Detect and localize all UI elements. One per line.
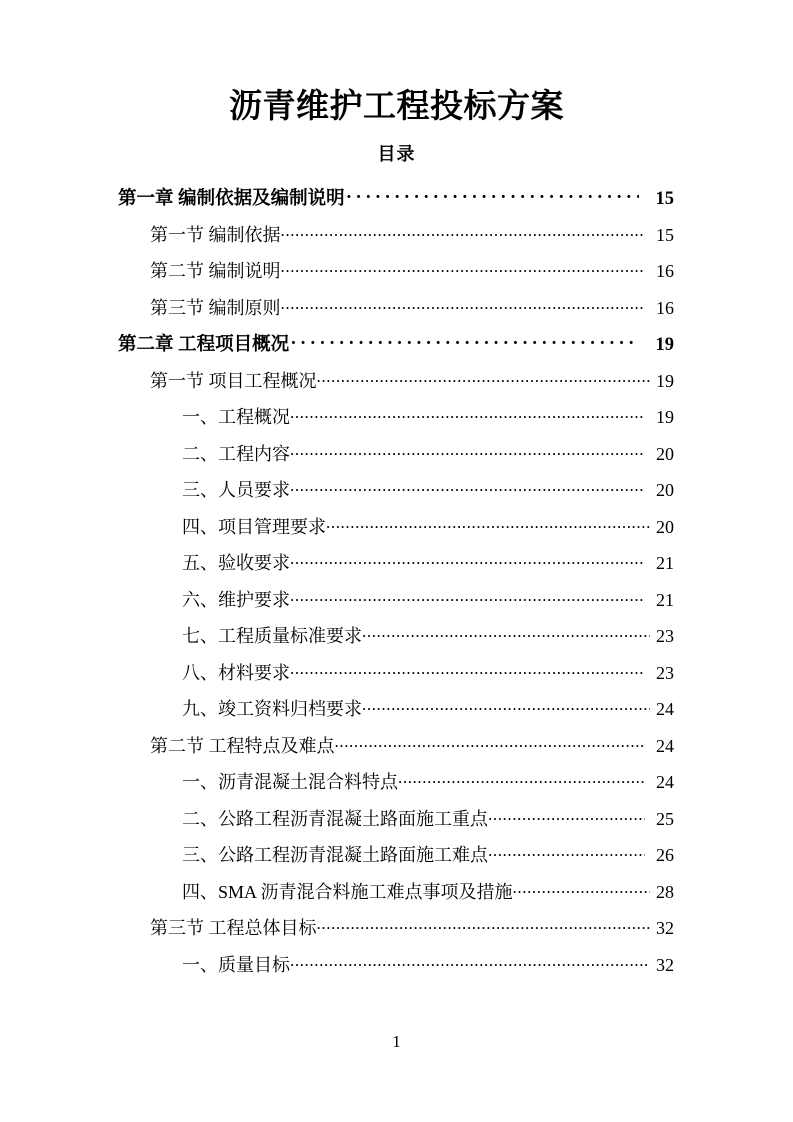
toc-entry[interactable] [150, 732, 674, 769]
toc-entry[interactable] [182, 878, 674, 915]
toc-dot-leader [317, 916, 651, 934]
toc-dot-leader [290, 478, 645, 496]
toc-entry-label: 六、维护要求 [182, 589, 290, 610]
toc-entry-label: 三、公路工程沥青混凝土路面施工难点 [182, 845, 488, 865]
toc-entry-label: 一、工程概况 [182, 407, 290, 427]
toc-entry[interactable] [150, 294, 674, 331]
toc-entry[interactable] [150, 221, 674, 258]
toc-entry[interactable] [182, 403, 674, 440]
toc-entry-label: 八、材料要求 [182, 662, 290, 683]
toc-entry-label: 一、沥青混凝土混合料特点 [182, 772, 398, 792]
toc-entry-page-number: 19 [655, 335, 674, 355]
toc-dot-leader [398, 770, 645, 788]
toc-entry-page-number: 21 [656, 553, 674, 573]
toc-dot-leader [290, 551, 645, 569]
toc-entry-label: 第二节 工程特点及难点 [150, 735, 335, 756]
toc-dot-leader [290, 661, 645, 679]
toc-entry-page-number: 16 [656, 297, 674, 318]
toc-entry-label: 第一节 编制依据 [150, 224, 281, 245]
toc-dot-leader [281, 223, 646, 241]
toc-dot-leader [488, 807, 645, 825]
toc-dot-leader [281, 259, 646, 277]
toc-entry[interactable] [182, 440, 674, 477]
toc-dot-leader [513, 880, 650, 898]
toc-entry[interactable] [182, 768, 674, 805]
toc-entry[interactable] [150, 914, 674, 951]
toc-dot-leader [281, 296, 646, 314]
toc-entry-label: 一、质量目标 [182, 954, 290, 975]
toc-entry[interactable] [182, 841, 674, 878]
toc-dot-leader [362, 624, 650, 642]
toc-dot-leader [290, 588, 645, 606]
toc-entry[interactable] [150, 257, 674, 294]
toc-entry[interactable] [118, 330, 674, 367]
toc-entry-label: 九、竣工资料归档要求 [182, 699, 362, 719]
toc-entry-label: 第二章 工程项目概况 [118, 335, 290, 355]
toc-entry-page-number: 20 [656, 516, 674, 537]
toc-entry-page-number: 23 [656, 662, 674, 683]
toc-entry-label: 第三节 工程总体目标 [150, 918, 317, 938]
toc-dot-leader [488, 843, 645, 861]
toc-dot-leader [290, 405, 645, 423]
toc-entry[interactable] [182, 659, 674, 696]
toc-entry-label: 二、工程内容 [182, 443, 290, 464]
toc-entry-page-number: 15 [656, 224, 674, 245]
toc-entry[interactable] [182, 586, 674, 623]
page-title: 沥青维护工程投标方案 [229, 89, 564, 125]
toc-entry[interactable] [182, 476, 674, 513]
toc-entry[interactable] [118, 184, 674, 221]
toc-entry-label: 四、项目管理要求 [182, 516, 326, 537]
toc-entry-page-number: 21 [656, 589, 674, 610]
toc-entry-page-number: 26 [656, 845, 674, 865]
toc-dot-leader [362, 697, 650, 715]
toc-entry-page-number: 32 [656, 954, 674, 975]
toc-entry-page-number: 23 [656, 626, 674, 646]
toc-entry-label: 五、验收要求 [182, 553, 290, 573]
toc-entry[interactable] [182, 513, 674, 550]
toc-entry[interactable] [182, 549, 674, 586]
toc-entry-label: 第一节 项目工程概况 [150, 370, 317, 391]
toc-dot-leader [290, 953, 650, 971]
toc-dot-leader [335, 734, 646, 752]
toc-entry-label: 二、公路工程沥青混凝土路面施工重点 [182, 808, 488, 829]
toc-entry-page-number: 24 [656, 735, 674, 756]
toc-entry-label: 第二节 编制说明 [150, 261, 281, 281]
table-of-contents [118, 184, 674, 987]
footer-page-number: 1 [392, 1032, 401, 1051]
toc-entry-page-number: 16 [656, 261, 674, 281]
toc-heading: 目录 [377, 144, 416, 164]
toc-entry[interactable] [150, 367, 674, 404]
toc-entry-label: 三、人员要求 [182, 480, 290, 500]
toc-entry[interactable] [182, 622, 674, 659]
toc-entry-page-number: 19 [656, 407, 674, 427]
toc-dot-leader [345, 186, 639, 205]
toc-entry-page-number: 24 [656, 772, 674, 792]
toc-dot-leader [289, 332, 639, 351]
toc-entry-page-number: 20 [656, 443, 674, 464]
toc-entry-label: 第三节 编制原则 [150, 297, 281, 318]
toc-entry[interactable] [182, 695, 674, 732]
toc-entry-label: 七、工程质量标准要求 [182, 626, 362, 646]
toc-entry-page-number: 32 [656, 918, 674, 938]
toc-dot-leader [326, 515, 650, 533]
toc-entry[interactable] [182, 951, 674, 988]
toc-entry-page-number: 15 [655, 189, 674, 209]
toc-entry-page-number: 20 [656, 480, 674, 500]
toc-entry-page-number: 28 [656, 881, 674, 902]
toc-entry-label: 第一章 编制依据及编制说明 [118, 189, 345, 209]
toc-entry[interactable] [182, 805, 674, 842]
toc-entry-page-number: 24 [656, 699, 674, 719]
toc-dot-leader [317, 369, 651, 387]
toc-dot-leader [290, 442, 645, 460]
toc-entry-page-number: 25 [656, 808, 674, 829]
toc-entry-label: 四、SMA 沥青混合料施工难点事项及措施 [182, 881, 513, 902]
toc-entry-page-number: 19 [656, 370, 674, 391]
